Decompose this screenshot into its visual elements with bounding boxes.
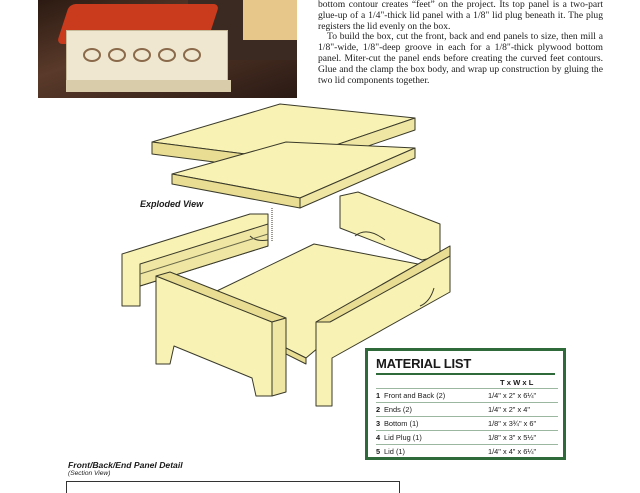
material-list-row (376, 403, 558, 417)
material-list-row (376, 431, 558, 445)
part-quantity: (1) (412, 433, 422, 442)
photo-fretwork-hole (183, 48, 201, 62)
part-name-text: Lid Plug (384, 433, 411, 442)
part-name-text: Front and Back (384, 391, 435, 400)
photo-light-board (243, 0, 297, 40)
intro-paragraph-2: To build the box, cut the front, back and end panels to size, then mill a 1/8"-wide, 1/8"-deep groove in each for a 1/8"-thick plywood bottom panel. Miter-cut the panel ends before creating the curved feet contours. Glue and the clamp the box body, and wrap up construction by gluing the two lid components together. (318, 31, 603, 86)
part-name-text: Ends (384, 405, 401, 414)
part-quantity: (1) (395, 447, 405, 456)
material-list-box (365, 348, 566, 460)
material-list-row (376, 389, 558, 403)
material-list-row (376, 417, 558, 431)
exploded-view-label: Exploded View (140, 199, 204, 209)
part-name-text: Lid (384, 447, 394, 456)
panel-detail-frame (66, 481, 400, 493)
photo-fretwork-hole (133, 48, 151, 62)
part-name (384, 417, 488, 431)
panel-detail-subtitle: (Section View) (68, 470, 111, 477)
part-name-text: Bottom (384, 419, 408, 428)
part-number: 3 (376, 417, 384, 431)
part-dimensions: 1/4" x 2" x 6¼" (488, 389, 558, 403)
back-panel-face (340, 192, 440, 260)
part-quantity: (2) (402, 405, 412, 414)
part-number: 2 (376, 403, 384, 417)
part-name (384, 431, 488, 445)
part-number: 1 (376, 389, 384, 403)
part-dimensions: 1/4" x 4" x 6¼" (488, 445, 558, 459)
intro-paragraph-1: bottom contour creates “feet” on the project. Its top panel is a two-part glue-up of a 1/4"-thick lid panel with a 1/8" lid plug beneath it. The plug registers the lid evenly on the box. (318, 0, 603, 32)
part-name (384, 403, 488, 417)
photo-box-feet (66, 80, 231, 92)
part-number: 5 (376, 445, 384, 459)
intro-text (318, 0, 603, 86)
part-dimensions: 1/8" x 3" x 5½" (488, 431, 558, 445)
photo-fretwork-hole (108, 48, 126, 62)
photo-fretwork-hole (158, 48, 176, 62)
part-quantity: (1) (409, 419, 419, 428)
project-photo (38, 0, 297, 98)
part-name (384, 389, 488, 403)
part-number: 4 (376, 431, 384, 445)
part-dimensions: 1/4" x 2" x 4" (488, 403, 558, 417)
part-dimensions: 1/8" x 3¾" x 6" (488, 417, 558, 431)
material-list-row (376, 445, 558, 459)
material-list-table (376, 388, 558, 458)
material-list-title: MATERIAL LIST (376, 356, 472, 371)
front-panel-end (272, 318, 286, 396)
material-list-header: T x W x L (500, 378, 534, 387)
panel-detail-title: Front/Back/End Panel Detail (68, 460, 183, 470)
photo-fretwork-hole (83, 48, 101, 62)
part-name (384, 445, 488, 459)
part-quantity: (2) (436, 391, 446, 400)
